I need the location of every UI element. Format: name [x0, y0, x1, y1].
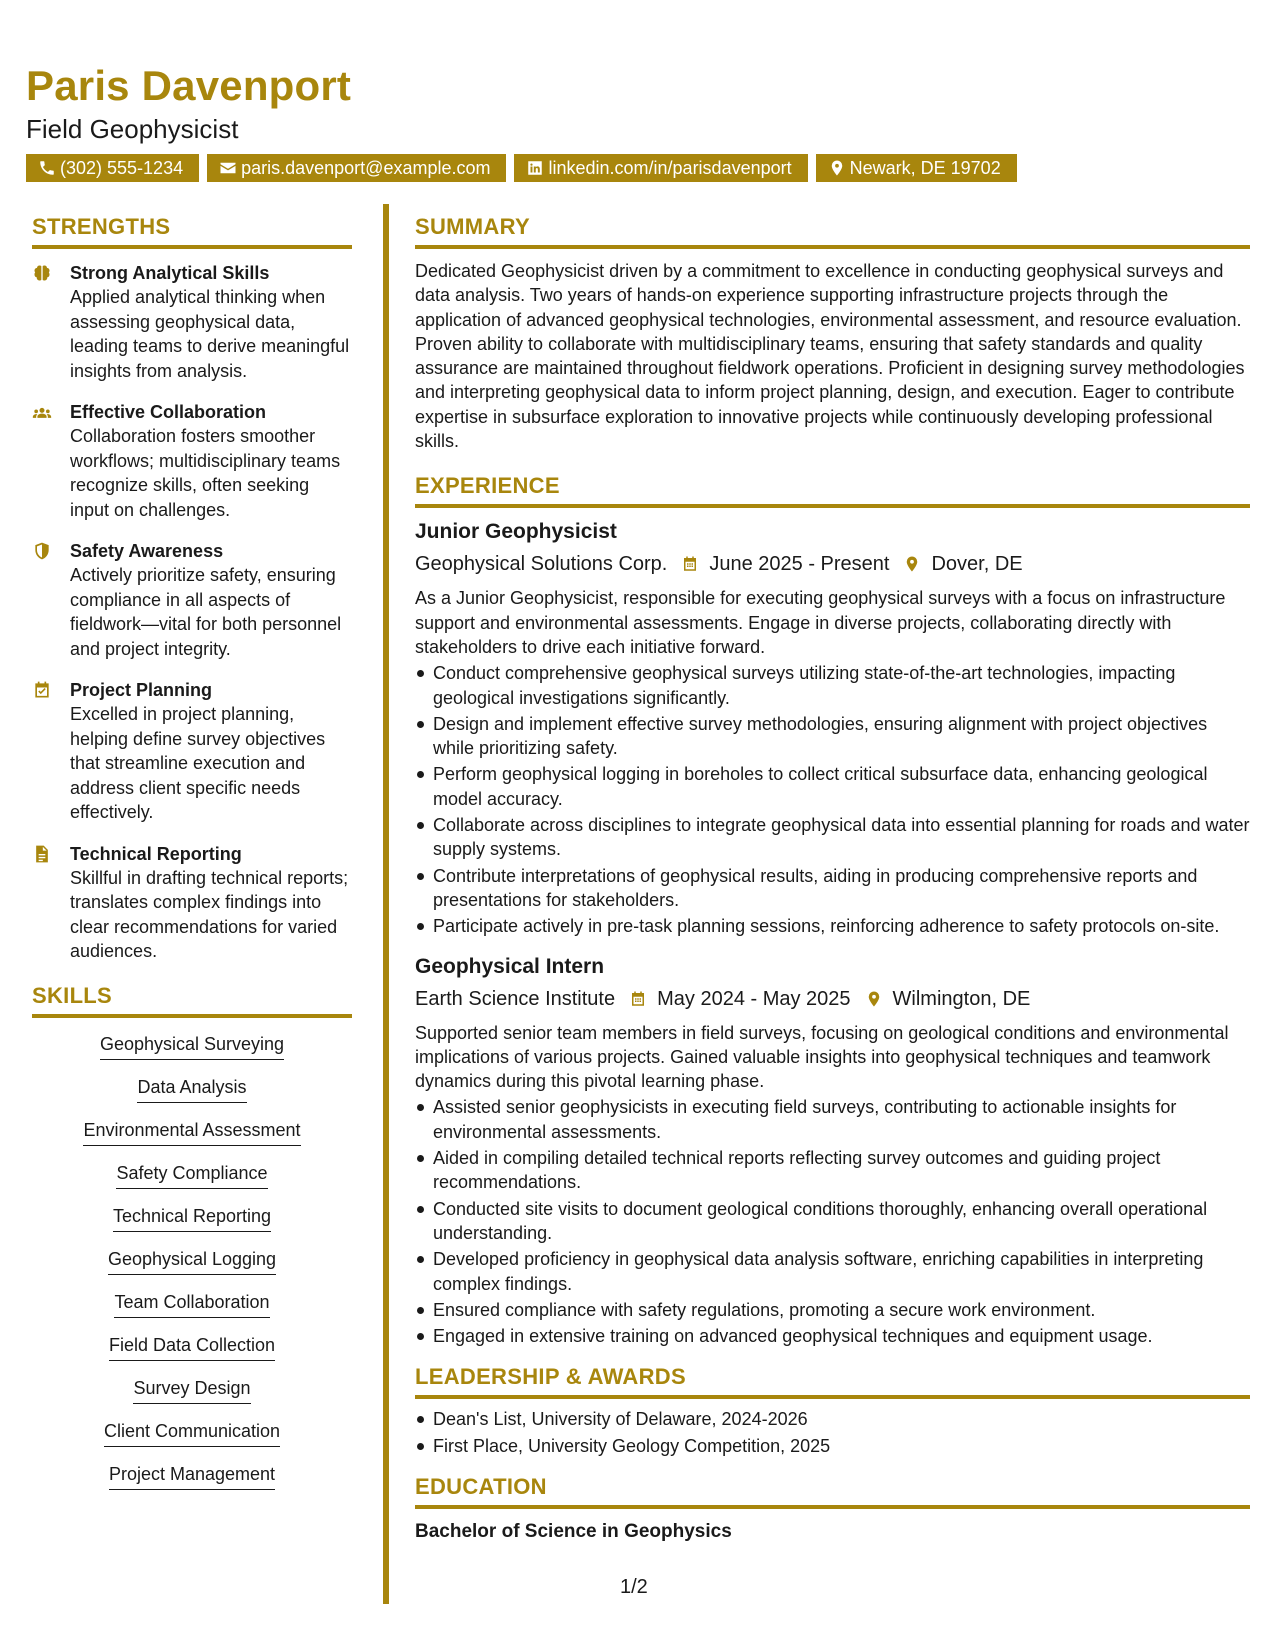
job-company: Geophysical Solutions Corp.: [415, 553, 668, 576]
bullet-item: Conducted site visits to document geological conditions thoroughly, enhancing overall operational understanding.: [415, 1197, 1250, 1246]
job-location: Wilmington, DE: [892, 987, 1031, 1010]
award-item: Dean's List, University of Delaware, 2024-2026: [415, 1407, 1250, 1431]
award-item: First Place, University Geology Competition, 2025: [415, 1434, 1250, 1458]
strength-desc: Skillful in drafting technical reports; translates complex findings into clear recommendations for varied audiences.: [70, 867, 349, 961]
strength-title: Project Planning: [70, 680, 213, 700]
job-entry: [415, 518, 1250, 938]
summary-heading: SUMMARY: [415, 212, 1250, 249]
job-bullets: [415, 661, 1250, 938]
job-description: Supported senior team members in field surveys, focusing on geological conditions and environmental implications of various projects. Gained valuable insights into geophysical techniques and teamwork dynamics during this pivotal learning phase.: [415, 1022, 1229, 1092]
job-title: Geophysical Intern: [415, 954, 605, 978]
skill-tag: Safety Compliance: [116, 1161, 267, 1189]
skill-tag: Client Communication: [104, 1419, 280, 1447]
strength-desc: Applied analytical thinking when assessing geophysical data, leading teams to derive meaningful insights from analysis.: [70, 287, 350, 381]
job-title: Junior Geophysicist: [415, 520, 617, 544]
experience-heading: EXPERIENCE: [415, 471, 1250, 508]
bullet-item: Aided in compiling detailed technical reports reflecting survey outcomes and guiding project recommendations.: [415, 1146, 1250, 1195]
document-icon: [32, 844, 52, 864]
skill-tag: Geophysical Logging: [108, 1247, 276, 1275]
skills-heading: SKILLS: [32, 981, 352, 1018]
bullet-item: Engaged in extensive training on advanced geophysical techniques and equipment usage.: [415, 1324, 1250, 1348]
job-dates: June 2025 - Present: [709, 553, 890, 576]
calendar-check-icon: [32, 680, 52, 700]
strength-desc: Collaboration fosters smoother workflows; multidisciplinary teams recognize skills, often seeking input on challenges.: [70, 426, 341, 520]
map-pin-icon: [903, 555, 921, 573]
phone-icon: [38, 159, 56, 177]
bullet-item: Participate actively in pre-task planning sessions, reinforcing adherence to safety protocols on-site.: [415, 914, 1250, 938]
strength-title: Strong Analytical Skills: [70, 263, 270, 283]
linkedin-chip[interactable]: [514, 154, 807, 182]
bullet-item: Design and implement effective survey methodologies, ensuring alignment with project objectives while prioritizing safety.: [415, 712, 1250, 761]
location-chip: [816, 154, 1017, 182]
strengths-list: [32, 261, 352, 964]
bullet-item: Ensured compliance with safety regulations, promoting a secure work environment.: [415, 1298, 1250, 1322]
map-pin-icon: [828, 159, 846, 177]
skill-tag: Survey Design: [133, 1376, 250, 1404]
job-dates: May 2024 - May 2025: [657, 987, 851, 1010]
education-degree: Bachelor of Science in Geophysics: [415, 1520, 732, 1542]
email-link[interactable]: paris.davenport@example.com: [241, 158, 491, 178]
envelope-icon: [219, 159, 237, 177]
map-pin-icon: [865, 990, 883, 1008]
resume-header: [26, 62, 1249, 182]
bullet-item: Collaborate across disciplines to integrate geophysical data into essential planning for roads and water supply systems.: [415, 813, 1250, 862]
candidate-role: Field Geophysicist: [26, 114, 239, 144]
bullet-item: Perform geophysical logging in boreholes to collect critical subsurface data, enhancing geological model accuracy.: [415, 762, 1250, 811]
job-company: Earth Science Institute: [415, 987, 616, 1010]
strength-title: Technical Reporting: [70, 843, 242, 864]
strength-item: [32, 678, 352, 825]
job-entry: [415, 953, 1250, 1349]
skill-tag: Geophysical Surveying: [100, 1032, 284, 1060]
skill-tag: Team Collaboration: [114, 1290, 269, 1318]
skill-tag: Environmental Assessment: [83, 1118, 300, 1146]
awards-heading: LEADERSHIP & AWARDS: [415, 1362, 1250, 1399]
job-meta: [415, 985, 1250, 1013]
contact-bar: [26, 154, 1249, 182]
skills-list: [32, 1032, 352, 1505]
shield-icon: [32, 541, 52, 561]
skill-tag: Technical Reporting: [113, 1204, 271, 1232]
strength-item: [32, 539, 352, 661]
bullet-item: Developed proficiency in geophysical data analysis software, enriching capabilities in interpreting complex findings.: [415, 1247, 1250, 1296]
bullet-item: Conduct comprehensive geophysical surveys utilizing state-of-the-art technologies, impacting geological investigations significantly.: [415, 661, 1250, 710]
right-column: [415, 212, 1250, 1545]
summary-text: Dedicated Geophysicist driven by a commitment to excellence in conducting geophysical surveys and data analysis. Two years of hands-on experience supporting infrastructure projects through the application of advanced geophysical technologies, environmental assessment, and resource evaluation. Proven ability to collaborate with multidisciplinary teams, ensuring that safety standards and quality assurance are maintained throughout fieldwork operations. Proficient in designing survey methodologies and interpreting geophysical data to inform project planning, design, and execution. Eager to contribute expertise in subsurface exploration to innovative projects while continuously developing professional skills.: [415, 261, 1245, 452]
job-meta: [415, 550, 1250, 578]
education-heading: EDUCATION: [415, 1472, 1250, 1509]
bullet-item: Assisted senior geophysicists in executing field surveys, contributing to actionable insights for environmental assessments.: [415, 1095, 1250, 1144]
email-chip[interactable]: [207, 154, 506, 182]
strength-item: [32, 842, 352, 964]
strengths-heading: STRENGTHS: [32, 212, 352, 249]
calendar-icon: [629, 990, 647, 1008]
column-divider: [383, 204, 389, 1604]
users-icon: [32, 402, 52, 422]
skill-tag: Project Management: [109, 1462, 275, 1490]
linkedin-icon: [526, 159, 544, 177]
page-number: 1/2: [620, 1576, 648, 1598]
left-column: [32, 212, 352, 1505]
strength-title: Effective Collaboration: [70, 402, 267, 422]
candidate-name: Paris Davenport: [26, 62, 352, 109]
location-text: Newark, DE 19702: [849, 158, 1001, 178]
skill-tag: Field Data Collection: [109, 1333, 275, 1361]
phone-chip: [26, 154, 199, 182]
skill-tag: Data Analysis: [137, 1075, 246, 1103]
strength-item: [32, 400, 352, 522]
job-description: As a Junior Geophysicist, responsible for executing geophysical surveys with a focus on infrastructure support and environmental assessments. Engage in diverse projects, collaborating directly with stakeholders to drive each initiative forward.: [415, 588, 1226, 657]
job-bullets: [415, 1095, 1250, 1348]
strength-item: [32, 261, 352, 383]
strength-title: Safety Awareness: [70, 541, 224, 561]
linkedin-link[interactable]: linkedin.com/in/parisdavenport: [548, 158, 792, 178]
bullet-item: Contribute interpretations of geophysical results, aiding in producing comprehensive reports and presentations for stakeholders.: [415, 864, 1250, 913]
brain-icon: [32, 263, 52, 283]
phone-text: (302) 555-1234: [60, 158, 184, 178]
awards-list: [415, 1407, 1250, 1458]
strength-desc: Actively prioritize safety, ensuring compliance in all aspects of fieldwork—vital for both personnel and project integrity.: [70, 565, 342, 659]
strength-desc: Excelled in project planning, helping define survey objectives that streamline execution and address client specific needs effectively.: [70, 704, 326, 822]
job-location: Dover, DE: [931, 553, 1023, 576]
calendar-icon: [681, 555, 699, 573]
